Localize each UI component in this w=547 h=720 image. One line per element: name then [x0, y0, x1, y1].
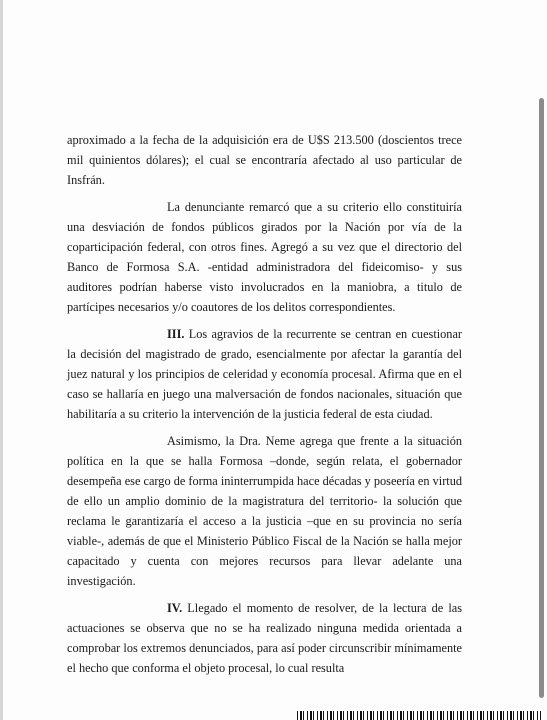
paragraph-text: Asimismo, la Dra. Neme agrega que frente a la situación política en la que se halla Formosa –donde, según relata, el gobernador desempeña ese cargo de forma ininterrumpida hace décadas y poseería en virtud de ello un amplio dominio de la magistratura del territorio- la solución que reclama le garantizaría el acceso a la justicia –que en su provincia no sería viable-, además de que el Ministerio Público Fiscal de la Nación se halla mejor capacitado y cuenta con mejores recursos para llevar adelante una investigación. [67, 434, 462, 588]
section-marker: IV. [167, 601, 183, 615]
paragraph-3 [67, 324, 462, 424]
paragraph-1 [67, 130, 462, 190]
paragraph-text: Llegado el momento de resolver, de la lectura de las actuaciones se observa que no se ha realizado ninguna medida orientada a comprobar los extremos denunciados, para así poder circunscribir mínimamente el hecho que conforma el objeto procesal, lo cual resulta [67, 601, 462, 675]
paragraph-text: Los agravios de la recurrente se centran en cuestionar la decisión del magistrado de grado, esencialmente por afectar la garantía del juez natural y los principios de celeridad y economía procesal. Afirma que en el caso se hallaría en juego una malversación de fondos nacionales, situación que habilitaría a su criterio la intervención de la justicia federal de esta ciudad. [67, 327, 463, 421]
paragraph-text: aproximado a la fecha de la adquisición era de U$S 213.500 (doscientos trece mil quinientos dólares); el cual se encontraría afectado al uso particular de Insfrán. [67, 133, 462, 187]
document-body [67, 130, 462, 685]
paragraph-4 [67, 431, 462, 591]
section-marker: III. [167, 327, 185, 341]
barcode [297, 711, 541, 720]
paragraph-text: La denunciante remarcó que a su criterio ello constituiría una desviación de fondos públicos girados por la Nación por vía de la coparticipación federal, con otros fines. Agregó a su vez que el directorio del Banco de Formosa S.A. -entidad administradora del fideicomiso- y sus auditores podrían haberse visto involucrados en la maniobra, a titulo de partícipes necesarios y/o coautores de los delitos correspondientes. [67, 200, 462, 314]
paragraph-2 [67, 197, 462, 317]
page-edge [0, 0, 3, 720]
paragraph-5 [67, 598, 462, 678]
vertical-scrollbar[interactable] [539, 98, 544, 698]
